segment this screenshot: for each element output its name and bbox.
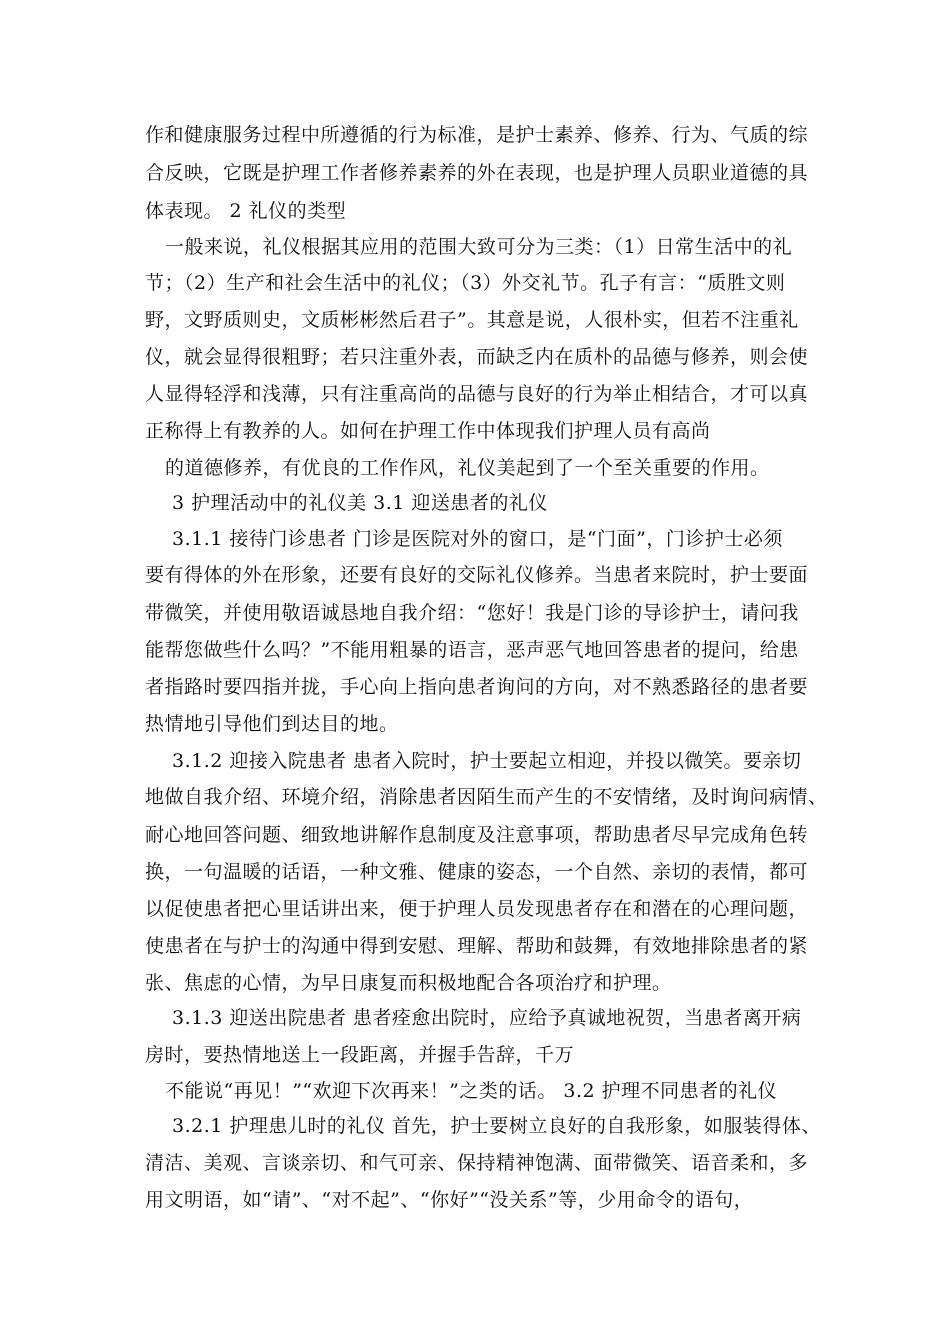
text-line: 者指路时要四指并拢，手心向上指向患者询问的方向，对不熟悉路径的患者要 — [145, 676, 809, 698]
text-line: 以促使患者把心里话讲出来，便于护理人员发现患者存在和潜在的心理问题， — [145, 898, 809, 920]
text-line: 地做自我介绍、环境介绍，消除患者因陌生而产生的不安情绪，及时询问病情、 — [145, 786, 828, 808]
text-line: 作和健康服务过程中所遵循的行为标准，是护士素养、修养、行为、气质的综 — [145, 124, 809, 146]
text-line: 耐心地回答问题、细致地讲解作息制度及注意事项，帮助患者尽早完成角色转 — [145, 824, 809, 846]
text-line: 正称得上有教养的人。如何在护理工作中体现我们护理人员有高尚 — [145, 420, 711, 442]
text-line: 的道德修养，有优良的工作作风，礼仪美起到了一个至关重要的作用。 — [165, 457, 770, 479]
text-line: 用文明语，如“请”、“对不起”、“你好”“没关系”等，少用命令的语句， — [145, 1189, 754, 1211]
text-line: 张、焦虑的心情，为早日康复而积极地配合各项治疗和护理。 — [145, 972, 672, 994]
text-line: 体表现。 2 礼仪的类型 — [145, 200, 347, 222]
text-line: 带微笑，并使用敬语诚恳地自我介绍：“您好！我是门诊的导诊护士，请问我 — [145, 602, 799, 624]
text-line: 清洁、美观、言谈亲切、和气可亲、保持精神饱满、面带微笑、语音柔和，多 — [145, 1152, 809, 1174]
text-line: 野，文野质则史，文质彬彬然后君子”。其意是说，人很朴实，但若不注重礼 — [145, 309, 799, 331]
text-line: 使患者在与护士的沟通中得到安慰、理解、帮助和鼓舞，有效地排除患者的紧 — [145, 935, 809, 957]
text-line: 3.1.1 接待门诊患者 门诊是医院对外的窗口，是“门面”，门诊护士必须 — [172, 528, 783, 550]
text-line: 仪，就会显得很粗野；若只注重外表，而缺乏内在质朴的品德与修养，则会使 — [145, 346, 809, 368]
text-line: 节；（2）生产和社会生活中的礼仪；（3）外交礼节。孔子有言：“质胜文则 — [145, 272, 786, 294]
text-line: 人显得轻浮和浅薄，只有注重高尚的品德与良好的行为举止相结合，才可以真 — [145, 383, 809, 405]
text-line: 房时，要热情地送上一段距离，并握手告辞，千万 — [145, 1044, 575, 1066]
text-line: 热情地引导他们到达目的地。 — [145, 713, 399, 735]
text-line: 3.1.2 迎接入院患者 患者入院时，护士要起立相迎，并投以微笑。要亲切 — [172, 750, 802, 772]
text-line: 一般来说，礼仪根据其应用的范围大致可分为三类：（1）日常生活中的礼 — [165, 236, 793, 258]
text-line: 不能说“再见！”“欢迎下次再来！”之类的话。 3.2 护理不同患者的礼仪 — [165, 1080, 778, 1102]
text-line: 能帮您做些什么吗？”不能用粗暴的语言，恶声恶气地回答患者的提问，给患 — [145, 639, 799, 661]
text-line: 要有得体的外在形象，还要有良好的交际礼仪修养。当患者来院时，护士要面 — [145, 564, 809, 586]
text-line: 换，一句温暖的话语，一种文雅、健康的姿态，一个自然、亲切的表情，都可 — [145, 861, 809, 883]
text-line: 3 护理活动中的礼仪美 3.1 迎送患者的礼仪 — [172, 492, 548, 514]
text-line: 合反映，它既是护理工作者修养素养的外在表现，也是护理人员职业道德的具 — [145, 162, 809, 184]
text-line: 3.2.1 护理患儿时的礼仪 首先，护士要树立良好的自我形象，如服装得体、 — [172, 1115, 821, 1137]
text-line: 3.1.3 迎送出院患者 患者痊愈出院时，应给予真诚地祝贺，当患者离开病 — [172, 1007, 802, 1029]
